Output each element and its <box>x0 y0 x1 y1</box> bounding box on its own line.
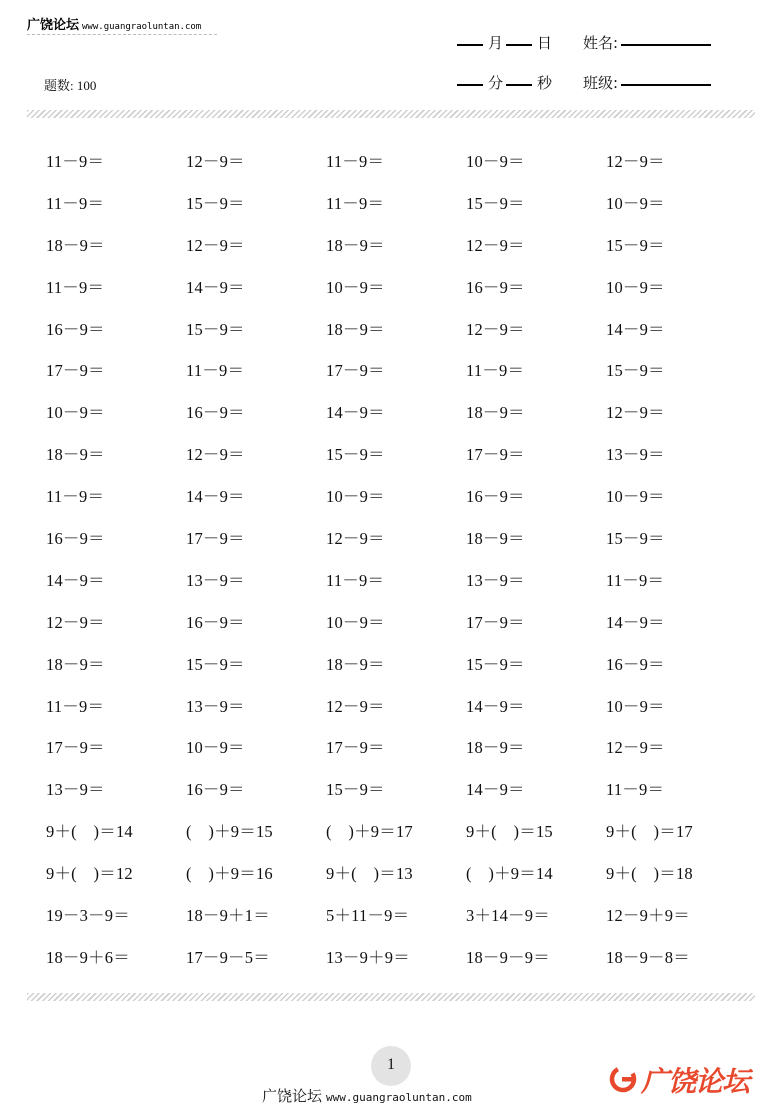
math-problem: 17－9＝ <box>466 612 525 632</box>
math-problem: 19－3－9＝ <box>46 906 130 926</box>
problem-row <box>46 810 756 852</box>
math-problem: 18－9＝ <box>46 654 105 674</box>
math-problem: 11－9＝ <box>466 361 525 381</box>
math-problem: 11－9＝ <box>326 570 385 590</box>
math-problem: 17－9＝ <box>326 738 385 758</box>
math-problem: 18－9＝ <box>46 445 105 465</box>
footer-site-url: www.guangraoluntan.com <box>326 1091 472 1104</box>
problem-row <box>46 852 756 894</box>
math-problem: 11－9＝ <box>606 570 665 590</box>
day-blank[interactable] <box>506 44 532 46</box>
logo-text: 广饶论坛 <box>641 1065 750 1098</box>
problem-row <box>46 726 756 768</box>
math-problem: 18－9＝ <box>466 738 525 758</box>
math-problem: 12－9＝ <box>606 152 665 171</box>
bottom-hatch-divider <box>27 993 755 1001</box>
math-problem: 11－9＝ <box>186 361 245 381</box>
math-problem: ( )＋9＝16 <box>186 864 273 884</box>
math-problem: 3＋14－9＝ <box>466 906 550 926</box>
math-problem: 10－9＝ <box>606 193 665 213</box>
second-blank[interactable] <box>506 84 532 86</box>
math-problem: 18－9＝ <box>46 235 105 255</box>
problem-row <box>46 685 756 727</box>
math-problem: 18－9－9＝ <box>466 947 550 967</box>
footer-brand <box>262 1085 472 1106</box>
math-problem: 16－9＝ <box>466 487 525 507</box>
math-problem: 13－9＝ <box>186 696 245 716</box>
problem-row <box>46 224 756 266</box>
math-problem: 10－9＝ <box>606 487 665 507</box>
math-problem: 11－9＝ <box>606 780 665 800</box>
math-problem: 14－9＝ <box>46 570 105 590</box>
math-problem: 15－9＝ <box>466 193 525 213</box>
second-label: 秒 <box>537 74 553 92</box>
math-problem: 15－9＝ <box>186 654 245 674</box>
math-problem: 12－9＝ <box>606 403 665 423</box>
math-problem: 18－9＝ <box>326 235 385 255</box>
problem-row <box>46 936 756 978</box>
math-problem: 15－9＝ <box>326 780 385 800</box>
problem-row <box>46 349 756 391</box>
math-problem: 12－9＝ <box>186 445 245 465</box>
math-problem: 15－9＝ <box>186 193 245 213</box>
math-problem: 11－9＝ <box>326 193 385 213</box>
math-problem: 9＋( )＝15 <box>466 822 553 842</box>
math-problem: 16－9＝ <box>606 654 665 674</box>
math-problem: 9＋( )＝18 <box>606 864 693 884</box>
math-problem: 12－9＝ <box>606 738 665 758</box>
math-problem: 13－9＝ <box>466 570 525 590</box>
math-problem: 14－9＝ <box>606 612 665 632</box>
math-problem: 17－9＝ <box>326 361 385 381</box>
name-label: 姓名: <box>583 34 619 52</box>
site-header-brand <box>27 14 201 33</box>
math-problem: 9＋( )＝14 <box>46 822 133 842</box>
math-problem: 18－9＝ <box>326 654 385 674</box>
month-label: 月 <box>488 34 504 52</box>
day-label: 日 <box>537 34 553 52</box>
math-problem: 9＋( )＝17 <box>606 822 693 842</box>
name-field[interactable] <box>621 44 711 46</box>
math-problem: 11－9＝ <box>46 696 105 716</box>
math-problem: 10－9＝ <box>326 487 385 507</box>
math-problem: 10－9＝ <box>466 152 525 171</box>
top-hatch-divider <box>27 110 755 118</box>
problem-row <box>46 475 756 517</box>
math-problem: 9＋( )＝13 <box>326 864 413 884</box>
math-problem: 12－9＝ <box>46 612 105 632</box>
math-problem: 9＋( )＝12 <box>46 864 133 884</box>
math-problem: 12－9＝ <box>186 152 245 171</box>
footer-site-name: 广饶论坛 <box>262 1087 323 1105</box>
logo-g-icon <box>608 1064 638 1094</box>
math-problem: 16－9＝ <box>186 780 245 800</box>
math-problem: 15－9＝ <box>606 235 665 255</box>
math-problem: 13－9＝ <box>606 445 665 465</box>
math-problem: 10－9＝ <box>606 277 665 297</box>
math-problem: 17－9＝ <box>46 738 105 758</box>
math-problem: 13－9＝ <box>46 780 105 800</box>
minute-blank[interactable] <box>457 84 483 86</box>
problem-row <box>46 559 756 601</box>
math-problem: 12－9＋9＝ <box>606 906 690 926</box>
math-problem: 11－9＝ <box>46 193 105 213</box>
math-problem: 11－9＝ <box>46 152 105 171</box>
math-problem: 10－9＝ <box>46 403 105 423</box>
problem-row <box>46 768 756 810</box>
problem-row <box>46 433 756 475</box>
math-problem: 17－9＝ <box>466 445 525 465</box>
problem-row <box>46 140 756 182</box>
problem-row <box>46 266 756 308</box>
math-problem: 17－9＝ <box>46 361 105 381</box>
math-problem: 5＋11－9＝ <box>326 906 410 926</box>
math-problem: 12－9＝ <box>466 235 525 255</box>
math-problem: 15－9＝ <box>606 361 665 381</box>
math-problem: 11－9＝ <box>46 277 105 297</box>
problem-row <box>46 391 756 433</box>
math-problem: 18－9＝ <box>326 319 385 339</box>
math-problem: 15－9＝ <box>326 445 385 465</box>
problem-grid <box>46 140 756 978</box>
problem-row <box>46 601 756 643</box>
math-problem: 17－9－5＝ <box>186 947 270 967</box>
problem-row <box>46 517 756 559</box>
math-problem: 12－9＝ <box>186 235 245 255</box>
math-problem: 17－9＝ <box>186 529 245 549</box>
question-count: 题数: 100 <box>44 78 97 93</box>
header-divider <box>27 34 217 35</box>
class-label: 班级: <box>583 74 619 92</box>
math-problem: ( )＋9＝15 <box>186 822 273 842</box>
math-problem: 10－9＝ <box>326 277 385 297</box>
math-problem: 16－9＝ <box>46 319 105 339</box>
math-problem: 15－9＝ <box>186 319 245 339</box>
problem-row <box>46 182 756 224</box>
math-problem: ( )＋9＝17 <box>326 822 413 842</box>
class-field[interactable] <box>621 84 711 86</box>
math-problem: 18－9＋1＝ <box>186 906 270 926</box>
math-problem: 14－9＝ <box>466 696 525 716</box>
math-problem: 13－9＝ <box>186 570 245 590</box>
problem-row <box>46 894 756 936</box>
math-problem: 13－9＋9＝ <box>326 947 410 967</box>
site-url: www.guangraoluntan.com <box>82 22 202 32</box>
math-problem: 12－9＝ <box>326 696 385 716</box>
math-problem: 11－9＝ <box>46 487 105 507</box>
math-problem: 18－9－8＝ <box>606 947 690 967</box>
math-problem: 18－9＝ <box>466 529 525 549</box>
math-problem: 12－9＝ <box>326 529 385 549</box>
math-problem: 11－9＝ <box>326 152 385 171</box>
math-problem: 12－9＝ <box>466 319 525 339</box>
math-problem: 14－9＝ <box>326 403 385 423</box>
math-problem: 18－9＋6＝ <box>46 947 130 967</box>
brand-logo <box>608 1060 778 1100</box>
math-problem: 14－9＝ <box>466 780 525 800</box>
math-problem: 14－9＝ <box>606 319 665 339</box>
math-problem: 10－9＝ <box>326 612 385 632</box>
math-problem: 18－9＝ <box>466 403 525 423</box>
site-name: 广饶论坛 <box>27 18 80 33</box>
math-problem: 16－9＝ <box>186 612 245 632</box>
problem-row <box>46 308 756 350</box>
math-problem: 16－9＝ <box>466 277 525 297</box>
math-problem: 14－9＝ <box>186 487 245 507</box>
math-problem: 10－9＝ <box>186 738 245 758</box>
month-blank[interactable] <box>457 44 483 46</box>
problem-row <box>46 643 756 685</box>
math-problem: 16－9＝ <box>186 403 245 423</box>
minute-label: 分 <box>488 74 504 92</box>
math-problem: 15－9＝ <box>466 654 525 674</box>
page-number: 1 <box>387 1056 395 1073</box>
math-problem: 15－9＝ <box>606 529 665 549</box>
math-problem: 14－9＝ <box>186 277 245 297</box>
math-problem: ( )＋9＝14 <box>466 864 553 884</box>
math-problem: 10－9＝ <box>606 696 665 716</box>
math-problem: 16－9＝ <box>46 529 105 549</box>
